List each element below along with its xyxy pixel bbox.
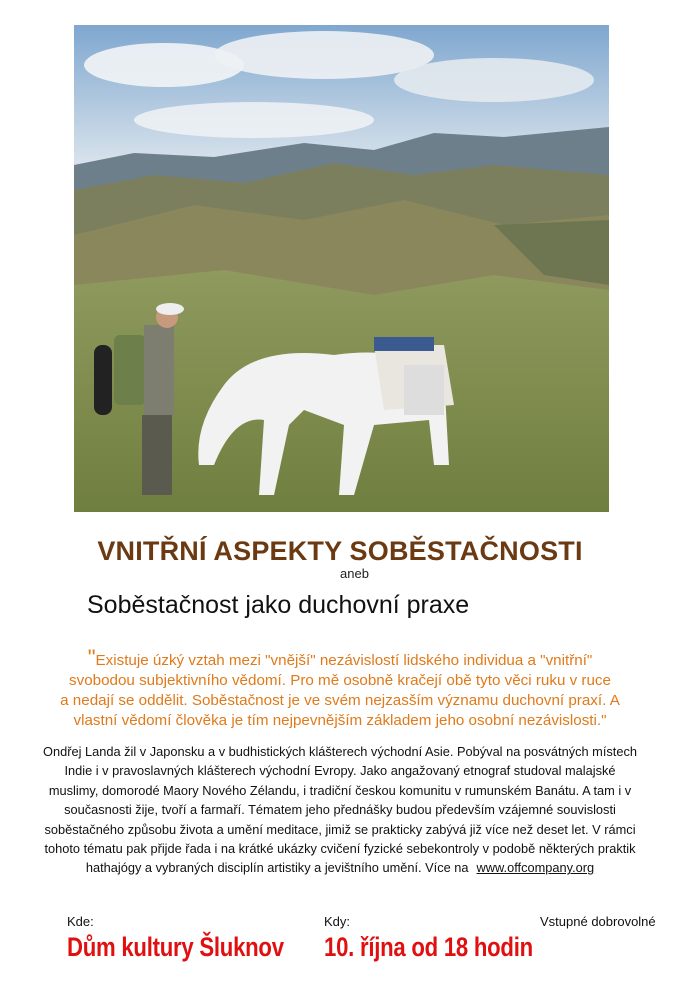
description-block bbox=[18, 742, 662, 878]
body-line-6: tohoto tématu pak přijde řada i na krátké ukázky cvičení fyzické sebekontroly v podobě některých praktik bbox=[44, 841, 636, 857]
page-title: VNITŘNÍ ASPEKTY SOBĚSTAČNOSTI bbox=[97, 536, 583, 566]
body-line-5: soběstačného způsobu života a umění meditace, jimiž se prakticky zabývá již více než deset let. V rámci bbox=[44, 821, 636, 837]
hero-photo bbox=[74, 25, 609, 512]
quote-line-4: vlastní vědomí člověka je tím nejpevnějším základem jeho osobní nezávislosti." bbox=[73, 712, 607, 729]
where-label: Kde: bbox=[67, 914, 94, 929]
website-link[interactable]: www.offcompany.org bbox=[476, 860, 595, 876]
quote-open-mark: " bbox=[87, 645, 96, 670]
connector-word: aneb bbox=[340, 566, 369, 581]
quote-line-2: svobodou subjektivního vědomí. Pro mě osobně kračejí obě tyto věci ruku v ruce bbox=[69, 672, 611, 689]
body-line-1: Ondřej Landa žil v Japonsku a v budhistických klášterech východní Asie. Pobýval na posvátných místech bbox=[43, 744, 637, 759]
quote-line bbox=[14, 645, 666, 671]
body-line-7 bbox=[18, 858, 662, 877]
quote-block bbox=[14, 645, 666, 731]
body-line-3: muslimy, domorodé Maory Nového Zélandu, i tradiční českou komunitu v rumunském Banátu. A tam i v bbox=[48, 782, 632, 798]
quote-line-3: a nedají se oddělit. Soběstačnost je ve svém nejzasším významu duchovní praxí. A bbox=[60, 692, 620, 709]
quote-line-1: Existuje úzký vztah mezi "vnější" nezávislostí lidského individua a "vnitřní" bbox=[95, 652, 593, 669]
event-date-time: 10. října od 18 hodin bbox=[324, 932, 533, 962]
body-last-line: hathajógy a vybraných disciplín artistiky a jevištního umění. Více na bbox=[85, 860, 469, 876]
venue-name: Dům kultury Šluknov bbox=[67, 932, 284, 962]
when-label: Kdy: bbox=[324, 914, 351, 929]
body-line-2: Indie i v pravoslavných klášterech východní Evropy. Jako angažovaný etnograf studoval malajské bbox=[64, 763, 616, 779]
body-line-4: současnosti žije, tvoří a farmaří. Tématem jeho přednášky budou především vzájemné souvislosti bbox=[64, 802, 616, 818]
admission-note: Vstupné dobrovolné bbox=[540, 914, 656, 929]
page-subtitle: Soběstačnost jako duchovní praxe bbox=[87, 591, 470, 619]
mountain-horse-illustration bbox=[74, 25, 609, 512]
